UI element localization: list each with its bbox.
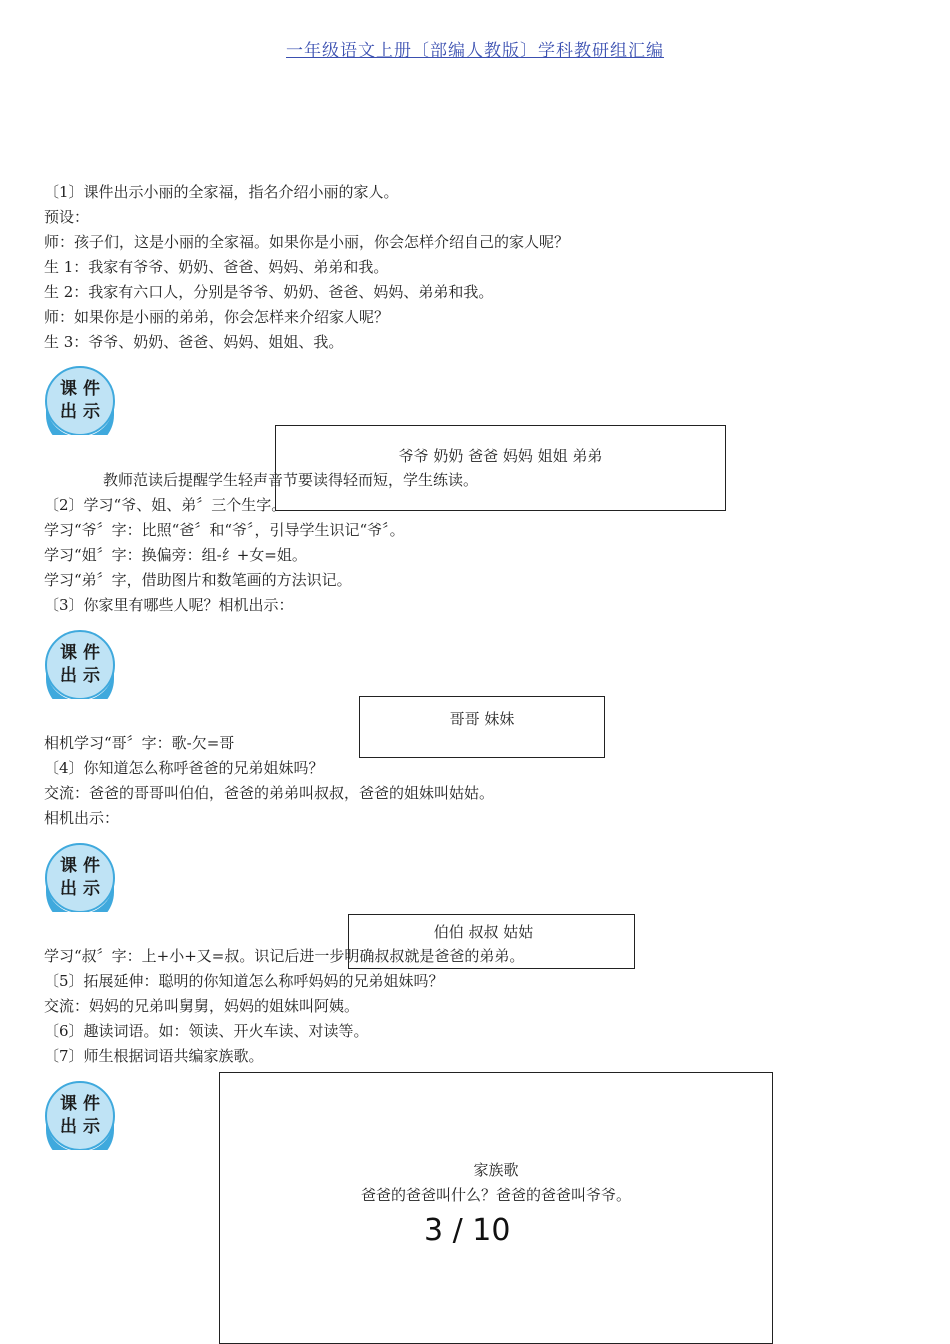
text-line: 生 2：我家有六口人，分别是爷爷、奶奶、爸爸、妈妈、弟弟和我。 — [44, 283, 494, 301]
text-line: 〔1〕课件出示小丽的全家福，指名介绍小丽的家人。 — [44, 183, 399, 201]
family-song-card — [219, 1072, 773, 1344]
text-line: 〔5〕拓展延伸：聪明的你知道怎么称呼妈妈的兄弟姐妹吗？ — [44, 972, 444, 990]
svg-text:出 示: 出 示 — [60, 402, 100, 422]
text-line: 交流：爸爸的哥哥叫伯伯，爸爸的弟弟叫叔叔，爸爸的姐妹叫姑姑。 — [44, 784, 495, 802]
text-line: 相机出示： — [44, 809, 120, 827]
svg-text:课 件: 课 件 — [60, 856, 100, 876]
text-line: 生 3：爷爷、奶奶、爸爸、妈妈、姐姐、我。 — [44, 333, 344, 351]
courseware-badge-icon — [45, 1078, 115, 1150]
document-header[interactable]: 一年级语文上册〔部编人教版〕学科教研组汇编 — [286, 41, 664, 61]
family-song-title: 家族歌 — [473, 1161, 519, 1179]
svg-text:课 件: 课 件 — [60, 643, 100, 663]
word-card-relatives-text: 伯伯 叔叔 姑姑 — [433, 923, 534, 941]
word-card-siblings-text: 哥哥 妹妹 — [449, 710, 515, 728]
svg-text:出 示: 出 示 — [60, 879, 100, 899]
courseware-badge-icon — [45, 840, 115, 912]
text-line: 学习“叔〞字：上+小+又=叔。识记后进一步明确叔叔就是爸爸的弟弟。 — [44, 947, 525, 965]
text-line: 交流：妈妈的兄弟叫舅舅，妈妈的姐妹叫阿姨。 — [44, 997, 360, 1015]
text-line: 师：孩子们，这是小丽的全家福。如果你是小丽，你会怎样介绍自己的家人呢？ — [44, 233, 570, 251]
text-line: 〔6〕趣读词语。如：领读、开火车读、对读等。 — [44, 1022, 369, 1040]
courseware-badge — [45, 363, 115, 435]
svg-text:课 件: 课 件 — [60, 1094, 100, 1114]
svg-text:出 示: 出 示 — [60, 666, 100, 686]
word-card-family — [275, 425, 726, 511]
courseware-badge-icon — [45, 627, 115, 699]
courseware-badge — [45, 1078, 115, 1150]
text-line: 相机学习“哥〞字：歌-欠=哥 — [44, 734, 235, 752]
text-line: 〔4〕你知道怎么称呼爸爸的兄弟姐妹吗？ — [44, 759, 324, 777]
word-card-family-text: 爷爷 奶奶 爸爸 妈妈 姐姐 弟弟 — [398, 447, 603, 465]
text-line: 生 1：我家有爷爷、奶奶、爸爸、妈妈、弟弟和我。 — [44, 258, 389, 276]
family-song-line: 爸爸的爸爸叫什么？爸爸的爸爸叫爷爷。 — [360, 1186, 631, 1204]
text-line: 〔2〕学习“爷、姐、弟〞三个生字。 — [44, 496, 287, 514]
text-line: 学习“姐〞字：换偏旁：组-纟+女=姐。 — [44, 546, 307, 564]
text-line: 师：如果你是小丽的弟弟，你会怎样来介绍家人呢？ — [44, 308, 390, 326]
text-line: 教师范读后提醒学生轻声音节要读得轻而短，学生练读。 — [103, 471, 479, 489]
svg-text:出 示: 出 示 — [60, 1117, 100, 1137]
page-number: 3 / 10 — [424, 1213, 511, 1248]
text-line: 〔7〕师生根据词语共编家族歌。 — [44, 1047, 264, 1065]
text-line: 学习“爷〞字：比照“爸〞和“爷〞，引导学生识记“爷〞。 — [44, 521, 405, 539]
courseware-badge — [45, 627, 115, 699]
courseware-badge-icon — [45, 363, 115, 435]
svg-text:课 件: 课 件 — [60, 379, 100, 399]
text-line: 〔3〕你家里有哪些人呢？相机出示： — [44, 596, 294, 614]
courseware-badge — [45, 840, 115, 912]
text-line: 学习“弟〞字，借助图片和数笔画的方法识记。 — [44, 571, 352, 589]
text-line: 预设： — [44, 208, 90, 226]
